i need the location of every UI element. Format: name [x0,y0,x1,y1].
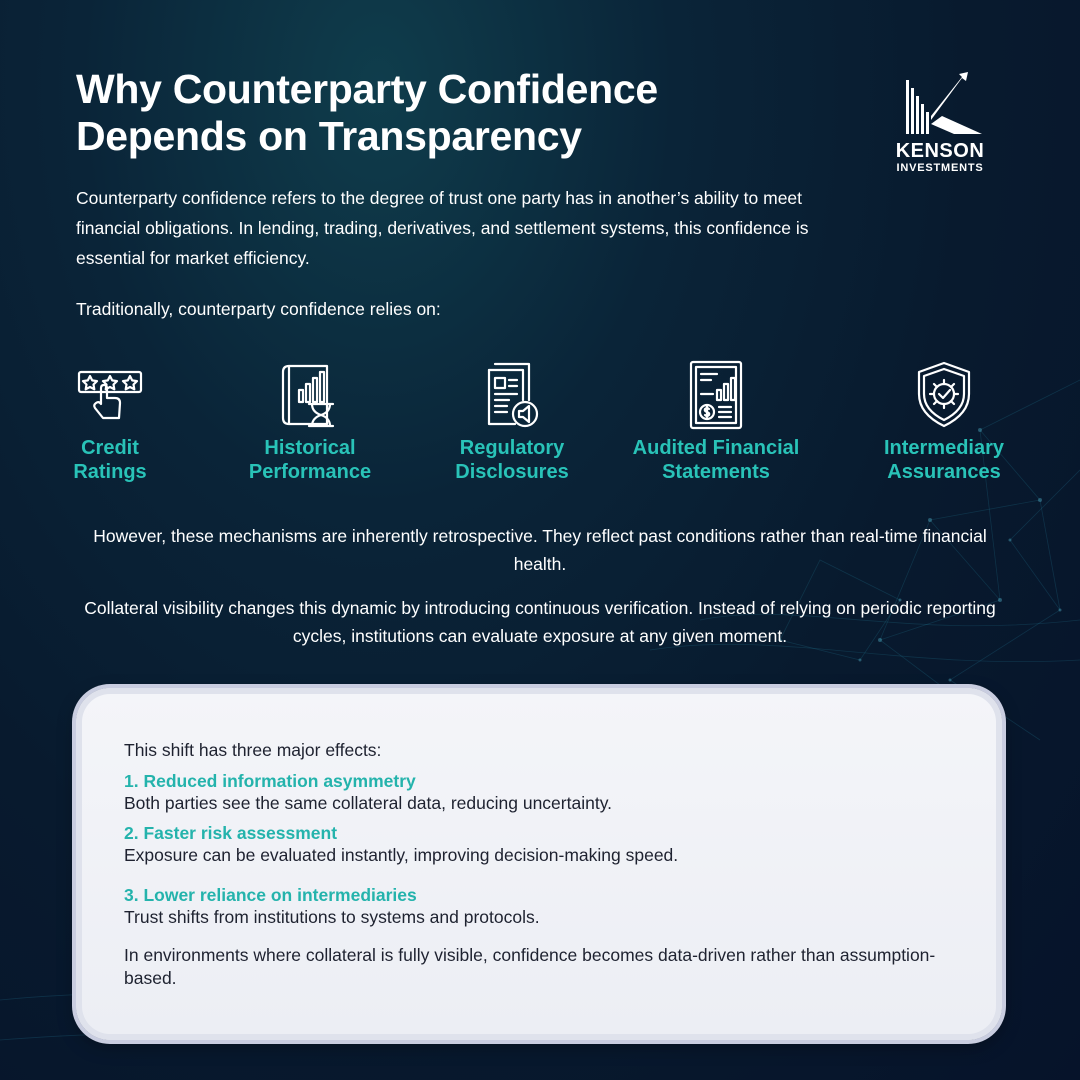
factor-label-audited-financial-statements: Audited Financial Statements [632,437,800,483]
factor-regulatory-disclosures [402,360,622,484]
effect-item [124,770,944,814]
kenson-k-mark-icon [902,70,982,136]
effect-description: Exposure can be evaluated instantly, improving decision-making speed. [124,845,679,865]
factor-label-regulatory-disclosures: Regulatory Disclosures [455,437,569,483]
factor-credit-ratings [0,360,220,484]
effect-item [124,884,944,928]
factor-historical-performance [200,360,420,484]
factor-audited-financial-statements [606,360,826,484]
effects-card-content [124,738,944,988]
logo-name: KENSON [895,140,985,162]
retrospective-paragraph: However, these mechanisms are inherently retrospective. They reflect past conditions rather than real-time financial health. [93,526,987,574]
factor-label-intermediary-assurances: Intermediary Assurances [883,437,1005,483]
factor-label-historical-performance: Historical Performance [248,437,372,483]
effect-description: Both parties see the same collateral data, reducing uncertainty. [124,793,613,813]
logo-subtitle: INVESTMENTS [896,162,984,174]
chart-hourglass-icon [275,360,345,430]
lead-text: Traditionally, counterparty confidence relies on: [76,299,441,319]
factor-intermediary-assurances [834,360,1054,484]
shield-gear-check-icon [909,360,979,430]
intro-paragraph: Counterparty confidence refers to the degree of trust one party has in another’s ability to meet financial obligations. In lending, trading, derivatives, and settlement systems, this confidence is essential for market efficiency. [76,188,809,268]
effects-conclusion: In environments where collateral is fully visible, confidence becomes data-driven rather than assumption-based. [124,945,936,988]
effect-description: Trust shifts from institutions to systems and protocols. [124,907,540,927]
visibility-paragraph: Collateral visibility changes this dynamic by introducing continuous verification. Instead of relying on periodic reporting cycles, institutions can evaluate exposure at any given moment. [84,598,996,646]
financial-report-icon [681,360,751,430]
effects-card [76,688,1002,1040]
effect-item [124,822,944,866]
effect-title: 3. Lower reliance on intermediaries [124,885,417,905]
document-megaphone-icon [477,360,547,430]
title-line-1: Why Counterparty Confidence [76,66,658,112]
effects-intro: This shift has three major effects: [124,740,382,760]
page-title [76,66,776,160]
title-line-2: Depends on Transparency [76,113,582,159]
factor-label-credit-ratings: Credit Ratings [73,437,147,483]
effect-title: 1. Reduced information asymmetry [124,771,416,791]
effect-title: 2. Faster risk assessment [124,823,338,843]
star-rating-hand-icon [75,360,145,430]
kenson-logo [880,70,1000,180]
